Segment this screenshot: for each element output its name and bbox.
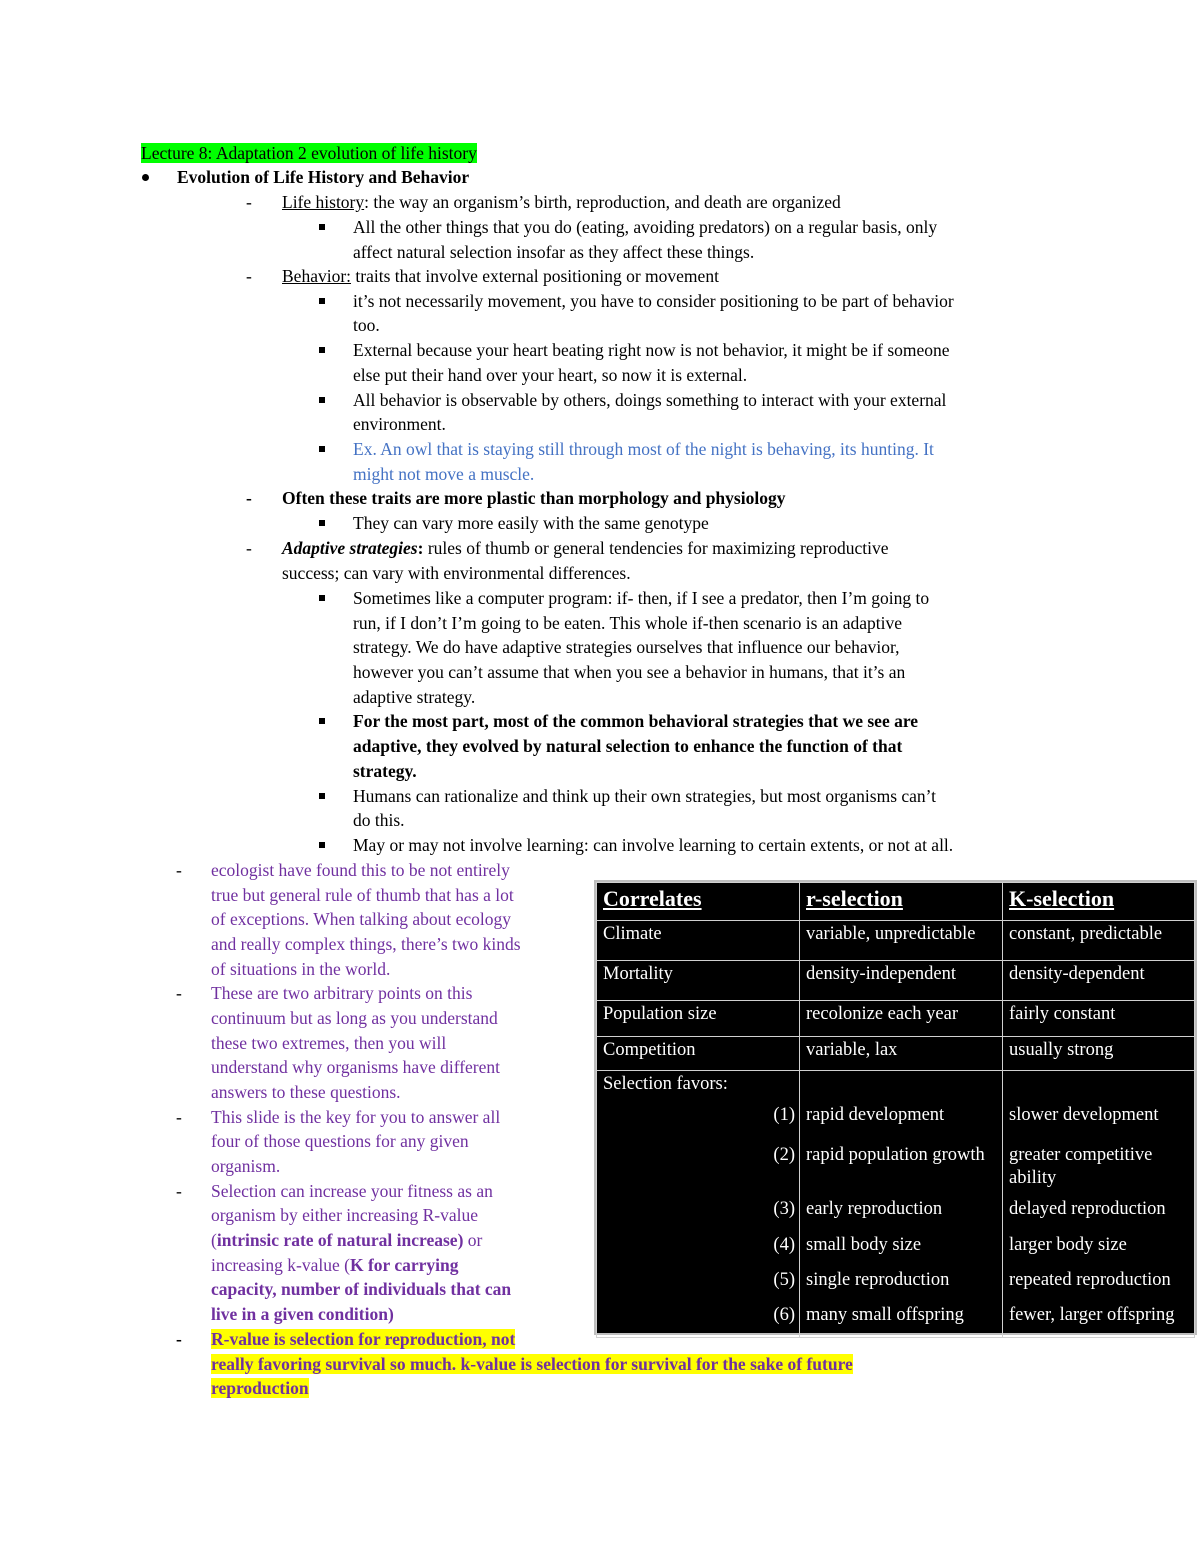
note-line: External because your heart beating right now is not behavior, it might be if someone [353, 340, 950, 360]
table-cell: Population size [597, 1001, 800, 1037]
note-text: or [463, 1230, 483, 1250]
table-row [597, 1196, 1195, 1232]
table-cell: (5) [597, 1267, 800, 1302]
section-heading: Evolution of Life History and Behavior [177, 167, 470, 187]
table-cell: fairly constant [1003, 1001, 1195, 1037]
behavior-def: traits that involve external positioning or movement [351, 266, 719, 286]
selection-table [594, 880, 1197, 1335]
square-bullet-icon [319, 595, 325, 601]
adaptive-line [282, 536, 889, 560]
note-line-purple [211, 1228, 482, 1252]
table-cell: density-dependent [1003, 961, 1195, 1001]
note-line-purple: organism by either increasing R-value [211, 1205, 478, 1225]
dash-icon: - [176, 1181, 182, 1201]
table-cell: repeated reproduction [1003, 1267, 1195, 1302]
note-line-purple: organism. [211, 1156, 281, 1176]
table-row [597, 1302, 1195, 1338]
table-cell: usually strong [1003, 1037, 1195, 1071]
table-cell: early reproduction [800, 1196, 1003, 1232]
note-line: success; can vary with environmental differences. [282, 563, 631, 583]
note-line: Sometimes like a computer program: if- then, if I see a predator, then I’m going to [353, 588, 930, 608]
adaptive-def: rules of thumb or general tendencies for maximizing reproductive [423, 538, 889, 558]
note-line-highlight [211, 1327, 515, 1351]
highlight-text: reproduction [211, 1378, 309, 1398]
note-line-purple-bold: capacity, number of individuals that can [211, 1279, 512, 1299]
table-cell [800, 1071, 1003, 1102]
square-bullet-icon [319, 298, 325, 304]
note-line-blue: might not move a muscle. [353, 464, 535, 484]
dash-icon: - [246, 488, 252, 508]
square-bullet-icon [319, 718, 325, 724]
note-line: affect natural selection insofar as they affect these things. [353, 242, 755, 262]
table-cell: Selection favors: [597, 1071, 800, 1102]
note-line: too. [353, 315, 380, 335]
table-cell: rapid population growth [800, 1142, 1003, 1196]
dash-icon: - [176, 1329, 182, 1349]
table-row [597, 1267, 1195, 1302]
table-row [597, 1001, 1195, 1037]
table-cell: fewer, larger offspring [1003, 1302, 1195, 1338]
note-line: They can vary more easily with the same genotype [353, 513, 709, 533]
note-line-purple: ecologist have found this to be not entirely [211, 860, 510, 880]
life-history-def: : the way an organism’s birth, reproduction, and death are organized [364, 192, 841, 212]
note-line-blue: Ex. An owl that is staying still through most of the night is behaving, its hunting. It [353, 439, 934, 459]
note-line-purple-bold: live in a given condition) [211, 1304, 394, 1324]
note-line-purple: of exceptions. When talking about ecology [211, 909, 512, 929]
square-bullet-icon [319, 224, 325, 230]
note-line-purple: true but general rule of thumb that has a lot [211, 885, 514, 905]
square-bullet-icon [319, 347, 325, 353]
table-cell [1003, 1071, 1195, 1102]
table-cell: larger body size [1003, 1232, 1195, 1267]
square-bullet-icon [319, 793, 325, 799]
square-bullet-icon [319, 842, 325, 848]
paren: ( [211, 1230, 217, 1250]
note-line: do this. [353, 810, 405, 830]
note-line: environment. [353, 414, 446, 434]
note-line-highlight [211, 1352, 853, 1376]
table-cell: slower development [1003, 1102, 1195, 1142]
highlight-text: really favoring survival so much. k-value is selection for survival for the sake of future [211, 1354, 853, 1374]
note-bold: intrinsic rate of natural increase) [216, 1230, 464, 1250]
note-line-purple: four of those questions for any given [211, 1131, 469, 1151]
table-row [597, 1037, 1195, 1071]
dash-icon: - [246, 266, 252, 286]
square-bullet-icon [319, 520, 325, 526]
highlight-text: R-value is selection for reproduction, not [211, 1329, 516, 1349]
note-line: it’s not necessarily movement, you have to consider positioning to be part of behavior [353, 291, 954, 311]
note-line: All the other things that you do (eating, avoiding predators) on a regular basis, only [353, 217, 938, 237]
table-cell: (2) [597, 1142, 800, 1196]
square-bullet-icon [319, 397, 325, 403]
note-bold: K for carrying [349, 1255, 459, 1275]
note-text: increasing k-value ( [211, 1255, 350, 1275]
note-line: strategy. We do have adaptive strategies ourselves that influence our behavior, [353, 637, 900, 657]
table-cell: density-independent [800, 961, 1003, 1001]
square-bullet-icon [319, 446, 325, 452]
dash-icon: - [246, 192, 252, 212]
note-line-highlight [211, 1376, 309, 1400]
note-line-purple: These are two arbitrary points on this [211, 983, 473, 1003]
note-line: Humans can rationalize and think up their own strategies, but most organisms can’t [353, 786, 937, 806]
table-cell: rapid development [800, 1102, 1003, 1142]
dash-icon: - [246, 538, 252, 558]
table-cell: single reproduction [800, 1267, 1003, 1302]
plastic-heading: Often these traits are more plastic than morphology and physiology [282, 488, 786, 508]
note-line-bold: strategy. [353, 761, 417, 781]
page-title [141, 141, 477, 165]
note-line: adaptive strategy. [353, 687, 476, 707]
table-cell: constant, predictable [1003, 921, 1195, 961]
table-row [597, 921, 1195, 961]
table-cell: (4) [597, 1232, 800, 1267]
table-cell: many small offspring [800, 1302, 1003, 1338]
table-row [597, 1071, 1195, 1102]
table-header: Correlates [597, 883, 800, 921]
note-line-purple: understand why organisms have different [211, 1057, 501, 1077]
table-row [597, 1102, 1195, 1142]
bullet-dot-icon [142, 174, 149, 181]
table-cell: greater competitive ability [1003, 1142, 1195, 1196]
note-line: May or may not involve learning: can involve learning to certain extents, or not at all. [353, 835, 954, 855]
table-row [597, 1142, 1195, 1196]
dash-icon: - [176, 860, 182, 880]
table-cell: (1) [597, 1102, 800, 1142]
note-line-purple [211, 1253, 459, 1277]
note-line-purple: these two extremes, then you will [211, 1033, 447, 1053]
note-line: else put their hand over your heart, so now it is external. [353, 365, 748, 385]
table-cell: variable, lax [800, 1037, 1003, 1071]
table-cell: recolonize each year [800, 1001, 1003, 1037]
table-cell: small body size [800, 1232, 1003, 1267]
note-line: All behavior is observable by others, doings something to interact with your external [353, 390, 947, 410]
note-line: however you can’t assume that when you see a behavior in humans, that it’s an [353, 662, 906, 682]
table-row [597, 1232, 1195, 1267]
adaptive-term: Adaptive strategies [282, 538, 418, 558]
table-row [597, 961, 1195, 1001]
note-line: run, if I don’t I’m going to be eaten. This whole if-then scenario is an adaptive [353, 613, 902, 633]
table-cell: Climate [597, 921, 800, 961]
table-header: r-selection [800, 883, 1003, 921]
dash-icon: - [176, 983, 182, 1003]
table-cell: variable, unpredictable [800, 921, 1003, 961]
table-cell: Mortality [597, 961, 800, 1001]
note-line-purple: continuum but as long as you understand [211, 1008, 498, 1028]
behavior-term: Behavior: [282, 266, 352, 286]
note-line-purple: of situations in the world. [211, 959, 391, 979]
note-line-bold: adaptive, they evolved by natural selection to enhance the function of that [353, 736, 903, 756]
title-text: Lecture 8: Adaptation 2 evolution of life history [141, 143, 477, 163]
note-line-purple: answers to these questions. [211, 1082, 401, 1102]
adaptive-colon: : [417, 538, 424, 558]
life-history-term: Life history [282, 192, 365, 212]
note-line-purple: Selection can increase your fitness as an [211, 1181, 493, 1201]
table-cell: Competition [597, 1037, 800, 1071]
dash-icon: - [176, 1107, 182, 1127]
behavior-line [282, 264, 719, 288]
table-cell: (3) [597, 1196, 800, 1232]
table-cell: delayed reproduction [1003, 1196, 1195, 1232]
note-line-purple: This slide is the key for you to answer all [211, 1107, 501, 1127]
table-cell: (6) [597, 1302, 800, 1338]
note-line-bold: For the most part, most of the common behavioral strategies that we see are [353, 711, 919, 731]
table-header: K-selection [1003, 883, 1195, 921]
note-line-purple: and really complex things, there’s two kinds [211, 934, 521, 954]
life-history-line [282, 190, 841, 214]
